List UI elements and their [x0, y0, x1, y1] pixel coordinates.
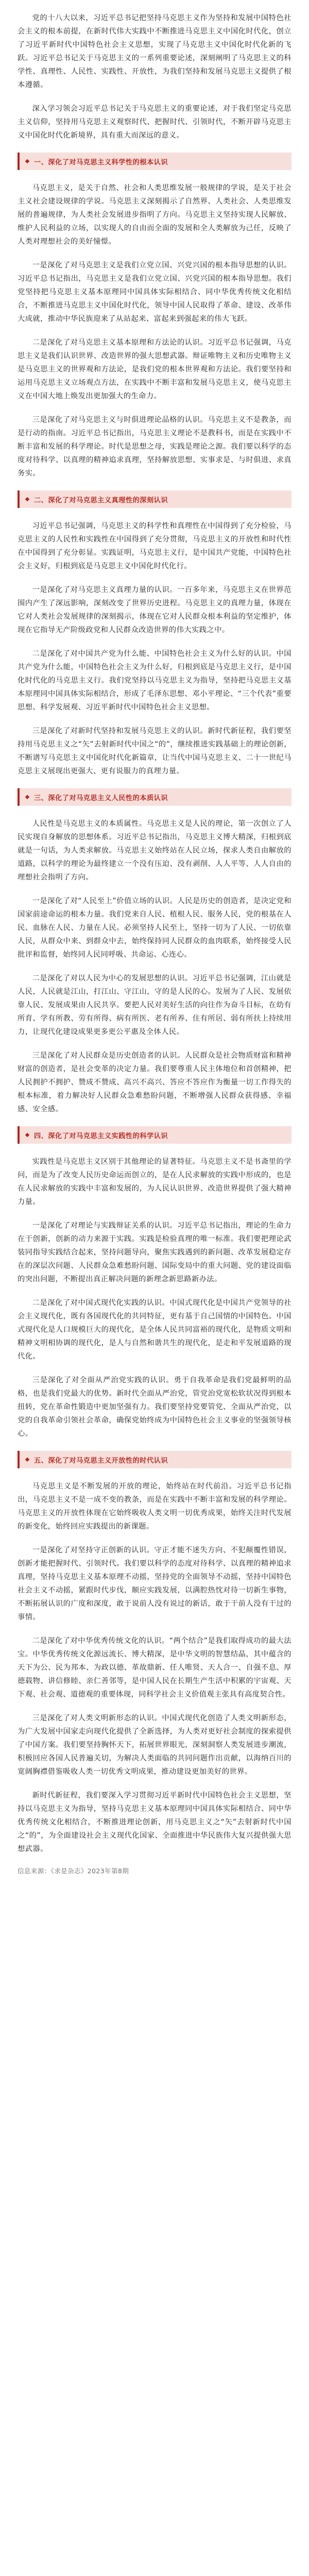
diamond-icon: [25, 497, 29, 501]
section-paragraph: 马克思主义，是关于自然、社会和人类思维发展一般规律的学说，是关于社会主义社会建设规律的学说。马克思主义深刻揭示了自然界、人类社会、人类思维发展的普遍规律，为人类社会发展进步指明了方向。马克思主义坚持实现人民解放、维护人民利益的立场，以实现人的自由而全面的发展和全人类解放为己任，反映了人类对理想社会的美好憧憬。: [18, 184, 291, 246]
section-paragraph: 三是深化了对人民群众是历史创造者的认识。人民群众是社会物质财富和精神财富的创造者，是社会变革的决定力量。我们要尊重人民主体地位和首创精神，把人民拥护不拥护、赞成不赞成、高兴不高兴、答应不答应作为衡量一切工作得失的根本标准，着力解决好人民群众急难愁盼问题，不断增强人民群众获得感、幸福感、安全感。: [18, 1052, 291, 1113]
section-paragraph: 一是深化了对“人民至上”价值立场的认识。人民是历史的创造者，是决定党和国家前途命运的根本力量。我们党来自人民、植根人民、服务人民，党的根基在人民、血脉在人民、力量在人民。必须坚持人民至上，坚持一切为了人民、一切依靠人民，从群众中来、到群众中去，始终保持同人民群众的血肉联系，始终接受人民批评和监督，始终同人民同呼吸、共命运、心连心。: [18, 897, 291, 959]
section-paragraph: 一是深化了对理论与实践辩证关系的认识。习近平总书记指出，理论的生命力在于创新，创新的动力来源于实践。实践是检验真理的唯一标准。我们要把理论武装同指导实践结合起来，坚持问题导向，聚焦实践遇到的新问题、改革发展稳定存在的深层次问题、人民群众急难愁盼问题、国际变局中的重大问题、党的建设面临的突出问题，不断提出真正解决问题的新理念新思路新办法。: [18, 1222, 291, 1283]
section-heading: 五、深化了对马克思主义开放性的时代认识: [34, 1456, 168, 1465]
intro-paragraph: 党的十八大以来，习近平总书记把坚持马克思主义作为坚持和发展中国特色社会主义的根本前提，在新时代伟大实践中不断推进马克思主义中国化时代化，创立了习近平新时代中国特色社会主义思想，实现了马克思主义中国化时代化新的飞跃。习近平总书记关于马克思主义的一系列重要论述，深刻阐明了马克思主义的科学性、真理性、人民性、实践性、开放性，为我们坚持和发展马克思主义提供了根本遵循。: [18, 14, 291, 89]
section-heading-banner: [18, 1126, 291, 1144]
diamond-icon: [25, 159, 29, 163]
section-heading-banner: [18, 1451, 291, 1468]
diamond-icon: [25, 795, 29, 799]
section-paragraph: 一是深化了对马克思主义真理力量的认识。一百多年来，马克思主义在世界范围内产生了深远影响，深刻改变了世界历史进程。马克思主义的真理力量，体现在它对人类社会发展规律的深刻揭示，体现在它对人民群众根本利益的坚定维护，体现在它指导无产阶级政党和人民群众改造世界的伟大实践之中。: [18, 586, 291, 634]
section-heading: 一、深化了对马克思主义科学性的根本认识: [34, 158, 168, 166]
section-paragraph: 三是深化了对人类文明新形态的认识。中国式现代化创造了人类文明新形态，为广大发展中国家走向现代化提供了全新选择，为人类对更好社会制度的探索提供了中国方案。我们要坚持胸怀天下，拓展世界眼光，深刻洞察人类发展进步潮流，积极回应各国人民普遍关切，为解决人类面临的共同问题作出贡献，以海纳百川的宽阔胸襟借鉴吸收人类一切优秀文明成果，推动建设更加美好的世界。: [18, 1714, 291, 1776]
section-heading-banner: [18, 152, 291, 170]
section-4: [18, 1126, 291, 1440]
section-heading-banner: [18, 788, 291, 806]
section-paragraph: 三是深化了对全面从严治党实践的认识。勇于自我革命是我们党最鲜明的品格，也是我们党最大的优势。新时代全面从严治党，管党治党宽松软状况得到根本扭转，党在革命性锻造中更加坚强有力。我们要坚持党要管党、全面从严治党，以党的自我革命引领社会革命，确保党始终成为中国特色社会主义事业的坚强领导核心。: [18, 1376, 291, 1438]
section-paragraph: 人民性是马克思主义的本质属性。马克思主义是人民的理论，第一次创立了人民实现自身解放的思想体系。习近平总书记指出，马克思主义博大精深，归根到底就是一句话，为人类求解放。马克思主义始终站在人民立场，探求人类自由解放的道路，以科学的理论为最终建立一个没有压迫、没有剥削、人人平等、人人自由的理想社会指明了方向。: [18, 820, 291, 882]
intro-paragraph: 深入学习领会习近平总书记关于马克思主义的重要论述，对于我们坚定马克思主义信仰，坚持用马克思主义观察时代、把握时代、引领时代，不断开辟马克思主义中国化时代化新境界，具有重大而深远的意义。: [18, 105, 291, 140]
section-paragraph: 新时代新征程，我们要深入学习贯彻习近平新时代中国特色社会主义思想，坚持以马克思主义为指导，坚持马克思主义基本原理同中国具体实际相结合、同中华优秀传统文化相结合，不断推进理论创新，用马克思主义之“矢”去射新时代中国之“的”，为全面建设社会主义现代化国家、全面推进中华民族伟大复兴提供强大思想武器。: [18, 1791, 291, 1853]
section-paragraph: 三是深化了对马克思主义与时俱进理论品格的认识。马克思主义不是教条，而是行动的指南。习近平总书记指出，马克思主义理论不是教科书，而是在实践中不断丰富和发展的科学理论。时代是思想之母，实践是理论之源。我们要以科学的态度对待科学、以真理的精神追求真理，坚持解放思想、实事求是、与时俱进、求真务实。: [18, 416, 291, 478]
section-paragraph: 二是深化了对中国共产党为什么能、中国特色社会主义为什么好的认识。中国共产党为什么能，中国特色社会主义为什么好，归根到底是马克思主义行，是中国化时代化的马克思主义行。我们党坚持以马克思主义为指导，坚持把马克思主义基本原理同中国具体实际相结合，形成了毛泽东思想、邓小平理论、“三个代表”重要思想、科学发展观、习近平新时代中国特色社会主义思想。: [18, 650, 291, 711]
section-paragraph: 马克思主义是不断发展的开放的理论，始终站在时代前沿。习近平总书记指出，马克思主义不是一成不变的教条，而是在实践中不断丰富和发展的科学理论。马克思主义的开放性体现在它始终吸收人类文明一切优秀成果，始终关注时代发展的新变化，始终回应实践提出的新课题。: [18, 1482, 291, 1531]
section-1: [18, 152, 291, 480]
section-paragraph: 一是深化了对马克思主义是我们立党立国、兴党兴国的根本指导思想的认识。习近平总书记指出，马克思主义是我们立党立国、兴党兴国的根本指导思想。我们党坚持把马克思主义基本原理同中国具体实际相结合、同中华优秀传统文化相结合，不断推进马克思主义中国化时代化，领导中国人民取得了革命、建设、改革伟大成就，推动中华民族迎来了从站起来、富起来到强起来的伟大飞跃。: [18, 261, 291, 323]
section-paragraph: 三是深化了对新时代坚持和发展马克思主义的认识。新时代新征程，我们要坚持用马克思主义之“矢”去射新时代中国之“的”，继续推进实践基础上的理论创新，不断谱写马克思主义中国化时代化新篇章，让当代中国马克思主义、二十一世纪马克思主义展现出更强大、更有说服力的真理力量。: [18, 727, 291, 775]
section-paragraph: 习近平总书记强调，马克思主义的科学性和真理性在中国得到了充分检验，马克思主义的人民性和实践性在中国得到了充分贯彻，马克思主义的开放性和时代性在中国得到了充分彰显。实践证明，马克思主义行，是中国共产党能，中国特色社会主义好，归根到底是马克思主义中国化时代化行。: [18, 522, 291, 570]
section-paragraph: 二是深化了对中华优秀传统文化的认识。“两个结合”是我们取得成功的最大法宝。中华优秀传统文化源远流长、博大精深，是中华文明的智慧结晶，其中蕴含的天下为公、民为邦本、为政以德、革故鼎新、任人唯贤、天人合一、自强不息、厚德载物、讲信修睦、亲仁善邻等，是中国人民在长期生产生活中积累的宇宙观、天下观、社会观、道德观的重要体现，同科学社会主义价值观主张具有高度契合性。: [18, 1637, 291, 1699]
diamond-icon: [25, 1458, 29, 1462]
section-heading: 二、深化了对马克思主义真理性的深刻认识: [34, 496, 168, 504]
diamond-icon: [25, 1133, 29, 1137]
section-paragraph: 二是深化了对以人民为中心的发展思想的认识。习近平总书记强调，江山就是人民，人民就是江山，打江山、守江山，守的是人民的心。发展为了人民、发展依靠人民、发展成果由人民共享。要把人民对美好生活的向往作为奋斗目标，在幼有所育、学有所教、劳有所得、病有所医、老有所养、住有所居、弱有所扶上持续用力，让现代化建设成果更多更公平惠及全体人民。: [18, 974, 291, 1036]
intro-section: [18, 11, 291, 142]
section-paragraph: 实践性是马克思主义区别于其他理论的显著特征。马克思主义不是书斋里的学问，而是为了改变人民历史命运而创立的，是在人民求解放的实践中形成的，也是在人民求解放的实践中丰富和发展的，为人民认识世界、改造世界提供了强大精神力量。: [18, 1158, 291, 1206]
section-heading: 三、深化了对马克思主义人民性的本质认识: [34, 794, 168, 802]
source-note: 信息来源：《求是杂志》2023年第8期: [18, 1867, 129, 1875]
section-heading: 四、深化了对马克思主义实践性的科学认识: [34, 1132, 168, 1140]
section-paragraph: 二是深化了对马克思主义基本原理和方法论的认识。习近平总书记强调，马克思主义是我们认识世界、改造世界的强大思想武器。辩证唯物主义和历史唯物主义是马克思主义的世界观和方法论，是我们党的根本世界观和方法论。我们要坚持和运用马克思主义立场观点方法，在实践中不断丰富和发展马克思主义，使马克思主义在中国大地上焕发出更加强大的生命力。: [18, 338, 291, 400]
section-paragraph: 一是深化了对坚持守正创新的认识。守正才能不迷失方向、不犯颠覆性错误，创新才能把握时代、引领时代。我们要以科学的态度对待科学、以真理的精神追求真理，坚持马克思主义基本原理不动摇，坚持党的全面领导不动摇，坚持中国特色社会主义不动摇，紧跟时代步伐，顺应实践发展，以满腔热忱对待一切新生事物，不断拓展认识的广度和深度，敢于说前人没有说过的新话，敢于干前人没有干过的事情。: [18, 1546, 291, 1621]
section-paragraph: 二是深化了对中国式现代化实践的认识。中国式现代化是中国共产党领导的社会主义现代化，既有各国现代化的共同特征，更有基于自己国情的中国特色。中国式现代化是人口规模巨大的现代化，是全体人民共同富裕的现代化，是物质文明和精神文明相协调的现代化，是人与自然和谐共生的现代化，是走和平发展道路的现代化。: [18, 1299, 291, 1361]
section-heading-banner: [18, 490, 291, 508]
section-5: [18, 1451, 291, 1856]
section-2: [18, 490, 291, 778]
section-3: [18, 788, 291, 1116]
